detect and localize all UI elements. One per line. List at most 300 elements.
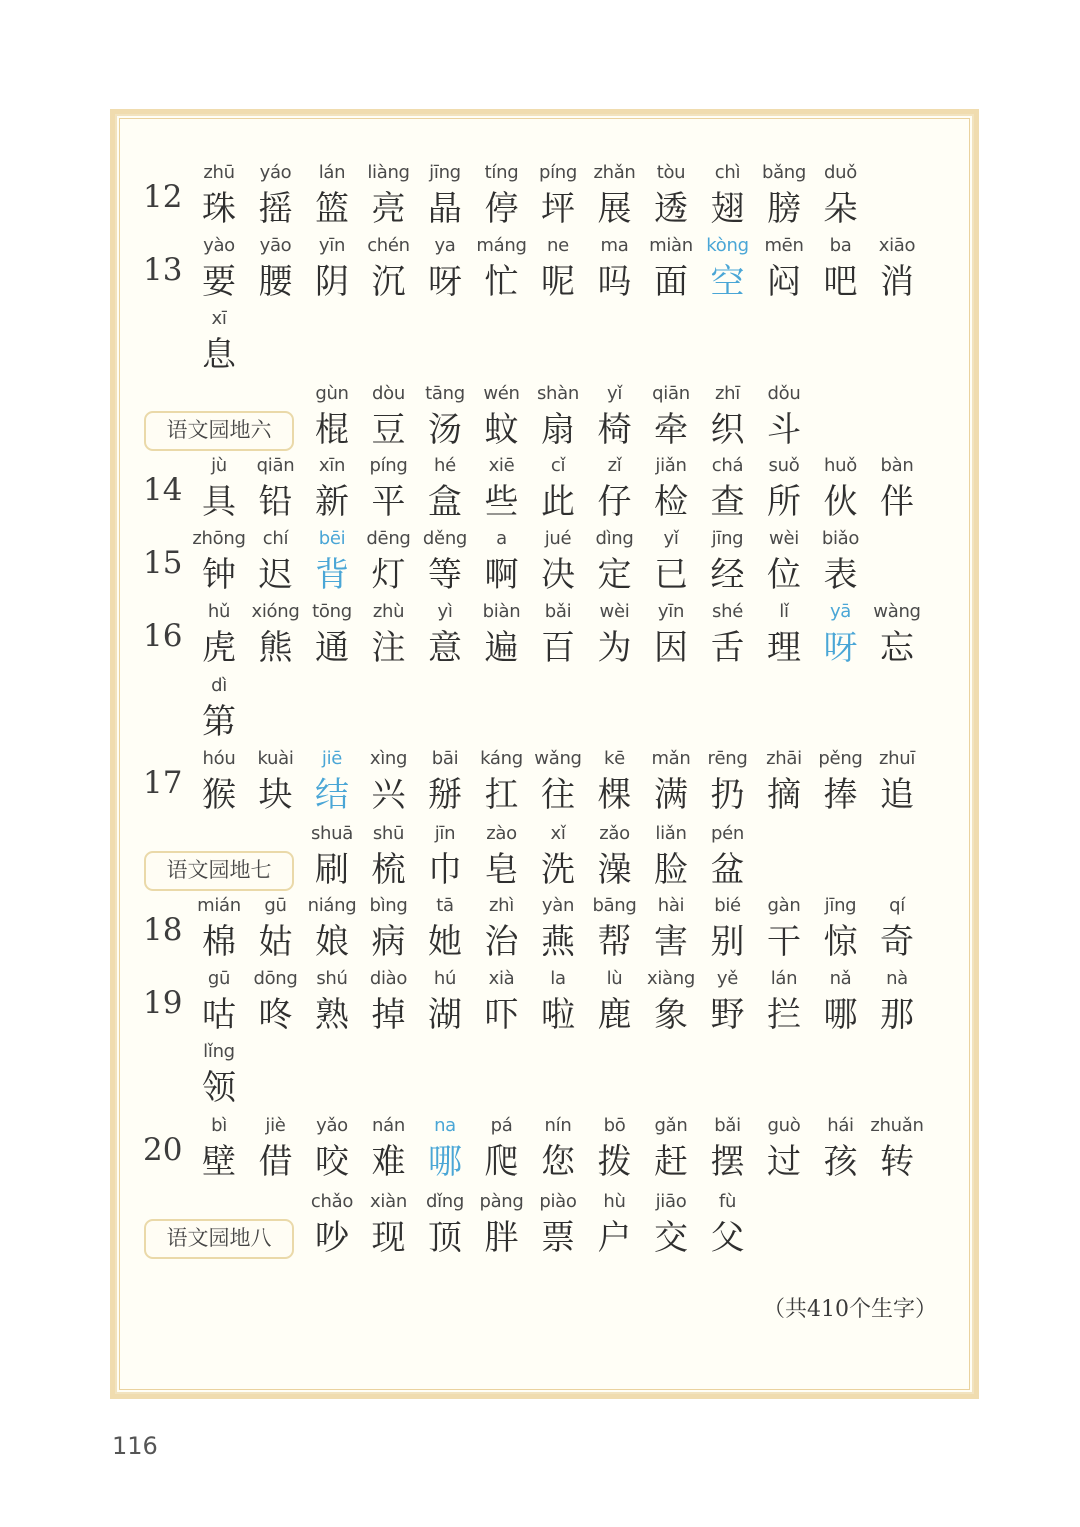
pinyin: jiāo <box>655 1191 687 1212</box>
pinyin: píng <box>369 455 408 476</box>
pinyin: gùn <box>315 383 349 404</box>
pinyin: píng <box>538 162 578 183</box>
pinyin: yīn <box>657 601 685 622</box>
pinyin: shū <box>372 823 405 844</box>
hanzi: 经 <box>710 555 745 595</box>
pinyin: niáng <box>307 895 357 916</box>
character-cell <box>699 820 757 892</box>
pinyin: bǎng <box>761 162 807 183</box>
pinyin: a <box>496 528 507 549</box>
hanzi: 吵 <box>315 1218 349 1258</box>
pinyin: wén <box>483 383 520 404</box>
pinyin: zhì <box>489 895 514 916</box>
hanzi: 停 <box>484 189 519 229</box>
pinyin: kòng <box>706 235 749 256</box>
hanzi: 面 <box>654 262 688 302</box>
hanzi: 兴 <box>371 775 406 815</box>
character-cell <box>868 1112 926 1184</box>
pinyin: yǐ <box>663 528 679 549</box>
lesson-number: 12 <box>143 179 183 215</box>
pinyin: xià <box>488 968 515 989</box>
hanzi: 阴 <box>315 262 349 302</box>
pinyin: gū <box>207 968 231 989</box>
lesson-number: 18 <box>143 912 183 948</box>
pinyin: yǐ <box>606 383 623 404</box>
hanzi: 您 <box>541 1142 575 1182</box>
hanzi: 所 <box>767 482 801 522</box>
hanzi: 往 <box>541 775 575 815</box>
pinyin: qiān <box>256 455 295 476</box>
pinyin: jù <box>211 455 227 476</box>
pinyin: kuài <box>257 748 294 769</box>
pinyin: mēn <box>764 235 804 256</box>
hanzi: 追 <box>880 775 914 815</box>
hanzi: 朵 <box>823 189 858 229</box>
hanzi: 户 <box>597 1218 632 1258</box>
pinyin: zǐ <box>607 455 622 476</box>
hanzi: 织 <box>710 410 745 450</box>
hanzi: 巾 <box>428 850 462 890</box>
pinyin: cǐ <box>550 455 566 476</box>
pinyin: tāng <box>425 383 465 404</box>
lesson-row <box>117 1188 972 1260</box>
hanzi: 灯 <box>371 555 406 595</box>
pinyin: jīng <box>824 895 857 916</box>
hanzi: 珠 <box>202 189 236 229</box>
pinyin: nà <box>886 968 908 989</box>
hanzi: 牵 <box>654 410 688 450</box>
pinyin: dǐng <box>425 1191 465 1212</box>
pinyin: bāi <box>431 748 459 769</box>
hanzi: 坪 <box>541 189 575 229</box>
pinyin: hǔ <box>207 601 231 622</box>
pinyin: yáo <box>259 162 292 183</box>
character-cell <box>868 452 926 524</box>
pinyin: zhuǎn <box>870 1115 924 1136</box>
hanzi: 咬 <box>315 1142 349 1182</box>
pinyin: zhù <box>372 601 405 622</box>
hanzi: 表 <box>823 555 858 595</box>
hanzi: 梳 <box>371 850 406 890</box>
hanzi: 摆 <box>710 1142 745 1182</box>
hanzi: 展 <box>597 189 632 229</box>
hanzi: 查 <box>710 482 745 522</box>
hanzi: 刷 <box>315 850 349 890</box>
hanzi: 猴 <box>202 775 236 815</box>
lesson-row <box>117 892 972 964</box>
hanzi: 晶 <box>428 189 462 229</box>
pinyin: qiān <box>652 383 690 404</box>
pinyin: dì <box>211 675 227 696</box>
pinyin: chǎo <box>310 1191 354 1212</box>
pinyin: jīng <box>711 528 744 549</box>
hanzi: 忙 <box>484 262 519 302</box>
hanzi: 通 <box>315 628 349 668</box>
hanzi: 钟 <box>202 555 236 595</box>
hanzi: 她 <box>428 922 462 962</box>
hanzi: 斗 <box>767 410 801 450</box>
hanzi: 惊 <box>823 922 858 962</box>
lesson-number: 15 <box>143 545 183 581</box>
pinyin: xī <box>211 308 227 329</box>
pinyin: liàng <box>367 162 410 183</box>
pinyin: bāng <box>592 895 637 916</box>
pinyin: pá <box>490 1115 513 1136</box>
hanzi: 票 <box>541 1218 575 1258</box>
hanzi: 块 <box>258 775 293 815</box>
pinyin: jiē <box>321 748 343 769</box>
pinyin: ba <box>829 235 852 256</box>
hanzi: 等 <box>428 555 462 595</box>
hanzi: 熟 <box>315 995 349 1035</box>
pinyin: dǒu <box>767 383 801 404</box>
pinyin: nán <box>372 1115 405 1136</box>
hanzi: 膀 <box>767 189 801 229</box>
pinyin: chí <box>262 528 289 549</box>
hanzi: 奇 <box>880 922 914 962</box>
hanzi: 豆 <box>371 410 406 450</box>
lesson-number: 17 <box>143 765 183 801</box>
hanzi: 摘 <box>767 775 801 815</box>
pinyin: bǎi <box>544 601 572 622</box>
lesson-row <box>117 305 972 377</box>
character-cell <box>190 305 248 377</box>
hanzi: 篮 <box>315 189 349 229</box>
lesson-row <box>117 598 972 670</box>
pinyin: hú <box>433 968 457 989</box>
pinyin: gǎn <box>654 1115 688 1136</box>
lesson-row <box>117 1038 972 1110</box>
hanzi: 扛 <box>484 775 519 815</box>
page-number: 116 <box>112 1432 158 1460</box>
pinyin: shàn <box>536 383 580 404</box>
hanzi: 咕 <box>202 995 236 1035</box>
pinyin: dìng <box>595 528 634 549</box>
pinyin: bì <box>211 1115 227 1136</box>
lesson-number: 14 <box>143 472 183 508</box>
hanzi: 扔 <box>710 775 745 815</box>
total-count: （共410个生字） <box>763 1297 937 1322</box>
lesson-row <box>117 159 972 231</box>
hanzi: 沉 <box>371 262 406 302</box>
hanzi: 干 <box>767 922 801 962</box>
pinyin: wàng <box>873 601 921 622</box>
hanzi: 些 <box>484 482 519 522</box>
pinyin: liǎn <box>655 823 687 844</box>
pinyin: suǒ <box>768 455 800 476</box>
hanzi: 空 <box>710 262 745 302</box>
pinyin: xiàng <box>646 968 696 989</box>
lesson-row <box>117 745 972 817</box>
pinyin: diào <box>369 968 408 989</box>
hanzi: 爬 <box>484 1142 519 1182</box>
hanzi: 吓 <box>484 995 519 1035</box>
pinyin: lǐ <box>779 601 789 622</box>
pinyin: lǐng <box>203 1041 235 1062</box>
character-cell <box>190 672 248 744</box>
pinyin: yāo <box>259 235 292 256</box>
hanzi: 吧 <box>823 262 858 302</box>
pinyin: pén <box>710 823 744 844</box>
pinyin: chá <box>711 455 744 476</box>
pinyin: bìng <box>369 895 408 916</box>
hanzi: 此 <box>541 482 575 522</box>
hanzi: 忘 <box>880 628 914 668</box>
pinyin: xióng <box>251 601 300 622</box>
pinyin: chì <box>714 162 741 183</box>
hanzi: 为 <box>597 628 632 668</box>
hanzi: 顶 <box>428 1218 462 1258</box>
pinyin: ne <box>547 235 569 256</box>
pinyin: biàn <box>482 601 521 622</box>
pinyin: tòu <box>656 162 686 183</box>
pinyin: zhū <box>203 162 235 183</box>
pinyin: xīn <box>318 455 346 476</box>
hanzi: 扇 <box>541 410 575 450</box>
hanzi: 亮 <box>371 189 406 229</box>
hanzi: 借 <box>258 1142 293 1182</box>
pinyin: zhuī <box>878 748 916 769</box>
hanzi: 检 <box>654 482 688 522</box>
pinyin: yào <box>203 235 235 256</box>
hanzi: 脸 <box>654 850 688 890</box>
hanzi: 过 <box>767 1142 801 1182</box>
hanzi: 那 <box>880 995 914 1035</box>
pinyin: shé <box>712 601 743 622</box>
lesson-row <box>117 672 972 744</box>
character-cell <box>812 159 870 231</box>
pinyin: pěng <box>818 748 863 769</box>
pinyin: bié <box>714 895 741 916</box>
hanzi: 背 <box>315 555 349 595</box>
lesson-row <box>117 452 972 524</box>
hanzi: 拨 <box>597 1142 632 1182</box>
section-label: 语文园地六 <box>144 411 294 451</box>
character-cell <box>755 380 813 452</box>
pinyin: wǎng <box>534 748 582 769</box>
hanzi: 现 <box>371 1218 406 1258</box>
character-cell <box>868 232 926 304</box>
hanzi: 哪 <box>823 995 858 1035</box>
pinyin: dòu <box>372 383 405 404</box>
hanzi: 燕 <box>541 922 575 962</box>
pinyin: dōng <box>253 968 298 989</box>
hanzi: 咚 <box>258 995 293 1035</box>
pinyin: jīn <box>434 823 456 844</box>
pinyin: jiǎn <box>655 455 687 476</box>
pinyin: wèi <box>599 601 630 622</box>
character-list <box>115 114 974 1394</box>
hanzi: 病 <box>371 922 406 962</box>
hanzi: 交 <box>654 1218 688 1258</box>
hanzi: 难 <box>371 1142 406 1182</box>
lesson-number: 13 <box>143 252 183 288</box>
pinyin: gū <box>264 895 287 916</box>
hanzi: 息 <box>202 335 236 375</box>
pinyin: zhāi <box>766 748 802 769</box>
pinyin: pàng <box>479 1191 524 1212</box>
pinyin: nín <box>544 1115 572 1136</box>
pinyin: guò <box>767 1115 801 1136</box>
pinyin: yīn <box>318 235 346 256</box>
pinyin: nǎ <box>829 968 852 989</box>
pinyin: miàn <box>649 235 693 256</box>
hanzi: 仔 <box>597 482 632 522</box>
hanzi: 娘 <box>315 922 349 962</box>
pinyin: qí <box>889 895 905 916</box>
hanzi: 因 <box>654 628 688 668</box>
hanzi: 满 <box>654 775 688 815</box>
pinyin: na <box>434 1115 456 1136</box>
hanzi: 平 <box>371 482 406 522</box>
pinyin: hài <box>657 895 685 916</box>
hanzi: 治 <box>484 922 519 962</box>
pinyin: xìng <box>369 748 408 769</box>
pinyin: zào <box>486 823 517 844</box>
pinyin: chén <box>367 235 410 256</box>
pinyin: zhōng <box>192 528 246 549</box>
pinyin: piào <box>539 1191 577 1212</box>
hanzi: 呀 <box>428 262 462 302</box>
pinyin: hé <box>434 455 456 476</box>
pinyin: zǎo <box>599 823 630 844</box>
pinyin: yā <box>829 601 852 622</box>
pinyin: tōng <box>312 601 352 622</box>
pinyin: biǎo <box>821 528 860 549</box>
pinyin: bēi <box>318 528 346 549</box>
pinyin: la <box>550 968 566 989</box>
hanzi: 百 <box>541 628 575 668</box>
hanzi: 呢 <box>541 262 575 302</box>
pinyin: hái <box>827 1115 854 1136</box>
hanzi: 要 <box>202 262 236 302</box>
lesson-row <box>117 525 972 597</box>
pinyin: dēng <box>366 528 411 549</box>
hanzi: 啦 <box>541 995 575 1035</box>
character-cell <box>699 1188 757 1260</box>
pinyin: xǐ <box>550 823 566 844</box>
pinyin: mián <box>197 895 241 916</box>
hanzi: 啊 <box>484 555 519 595</box>
lesson-row <box>117 380 972 452</box>
character-cell <box>868 598 926 670</box>
hanzi: 胖 <box>484 1218 519 1258</box>
pinyin: hóu <box>202 748 236 769</box>
pinyin: yě <box>716 968 739 989</box>
lesson-row <box>117 232 972 304</box>
section-label: 语文园地八 <box>144 1219 294 1259</box>
hanzi: 象 <box>654 995 688 1035</box>
lesson-row <box>117 965 972 1037</box>
hanzi: 壁 <box>202 1142 236 1182</box>
hanzi: 父 <box>710 1218 745 1258</box>
lesson-number: 20 <box>143 1132 183 1168</box>
pinyin: jué <box>544 528 572 549</box>
hanzi: 翅 <box>710 189 745 229</box>
hanzi: 棍 <box>315 410 349 450</box>
hanzi: 吗 <box>597 262 632 302</box>
pinyin: yì <box>437 601 453 622</box>
lesson-row <box>117 1112 972 1184</box>
hanzi: 虎 <box>202 628 236 668</box>
pinyin: huǒ <box>824 455 857 476</box>
character-cell <box>868 965 926 1037</box>
hanzi: 理 <box>767 628 801 668</box>
lesson-number: 16 <box>143 618 183 654</box>
hanzi: 掰 <box>428 775 462 815</box>
hanzi: 新 <box>315 482 349 522</box>
character-cell <box>868 892 926 964</box>
hanzi: 舌 <box>710 628 745 668</box>
pinyin: jīng <box>429 162 461 183</box>
hanzi: 洗 <box>541 850 575 890</box>
hanzi: 熊 <box>258 628 293 668</box>
hanzi: 注 <box>371 628 406 668</box>
hanzi: 盒 <box>428 482 462 522</box>
hanzi: 摇 <box>258 189 293 229</box>
hanzi: 铅 <box>258 482 293 522</box>
lesson-row <box>117 820 972 892</box>
hanzi: 汤 <box>428 410 462 450</box>
character-cell <box>812 525 870 597</box>
pinyin: ma <box>600 235 629 256</box>
hanzi: 第 <box>202 702 236 742</box>
hanzi: 哪 <box>428 1142 462 1182</box>
pinyin: wèi <box>769 528 799 549</box>
pinyin: gàn <box>767 895 801 916</box>
pinyin: bō <box>603 1115 626 1136</box>
pinyin: yàn <box>541 895 575 916</box>
hanzi: 决 <box>541 555 575 595</box>
pinyin: bǎi <box>714 1115 741 1136</box>
pinyin: ya <box>434 235 456 256</box>
hanzi: 呀 <box>823 628 858 668</box>
hanzi: 蚊 <box>484 410 519 450</box>
pinyin: lù <box>606 968 623 989</box>
hanzi: 鹿 <box>597 995 632 1035</box>
hanzi: 澡 <box>597 850 632 890</box>
pinyin: kē <box>604 748 625 769</box>
hanzi: 伴 <box>880 482 914 522</box>
pinyin: lán <box>318 162 346 183</box>
pinyin: rēng <box>707 748 748 769</box>
pinyin: máng <box>476 235 527 256</box>
pinyin: tíng <box>484 162 519 183</box>
character-cell <box>868 745 926 817</box>
hanzi: 位 <box>767 555 801 595</box>
hanzi: 皂 <box>484 850 519 890</box>
pinyin: shú <box>316 968 348 989</box>
pinyin: zhǎn <box>593 162 636 183</box>
pinyin: hù <box>603 1191 626 1212</box>
hanzi: 椅 <box>597 410 632 450</box>
section-label: 语文园地七 <box>144 851 294 891</box>
hanzi: 腰 <box>258 262 293 302</box>
pinyin: shuā <box>310 823 354 844</box>
pinyin: xiàn <box>370 1191 407 1212</box>
hanzi: 野 <box>710 995 745 1035</box>
hanzi: 掉 <box>371 995 406 1035</box>
pinyin: lán <box>770 968 798 989</box>
pinyin: zhī <box>715 383 740 404</box>
hanzi: 消 <box>880 262 914 302</box>
pinyin: bàn <box>880 455 914 476</box>
hanzi: 遍 <box>484 628 519 668</box>
hanzi: 孩 <box>823 1142 858 1182</box>
hanzi: 姑 <box>258 922 293 962</box>
hanzi: 别 <box>710 922 745 962</box>
hanzi: 湖 <box>428 995 462 1035</box>
